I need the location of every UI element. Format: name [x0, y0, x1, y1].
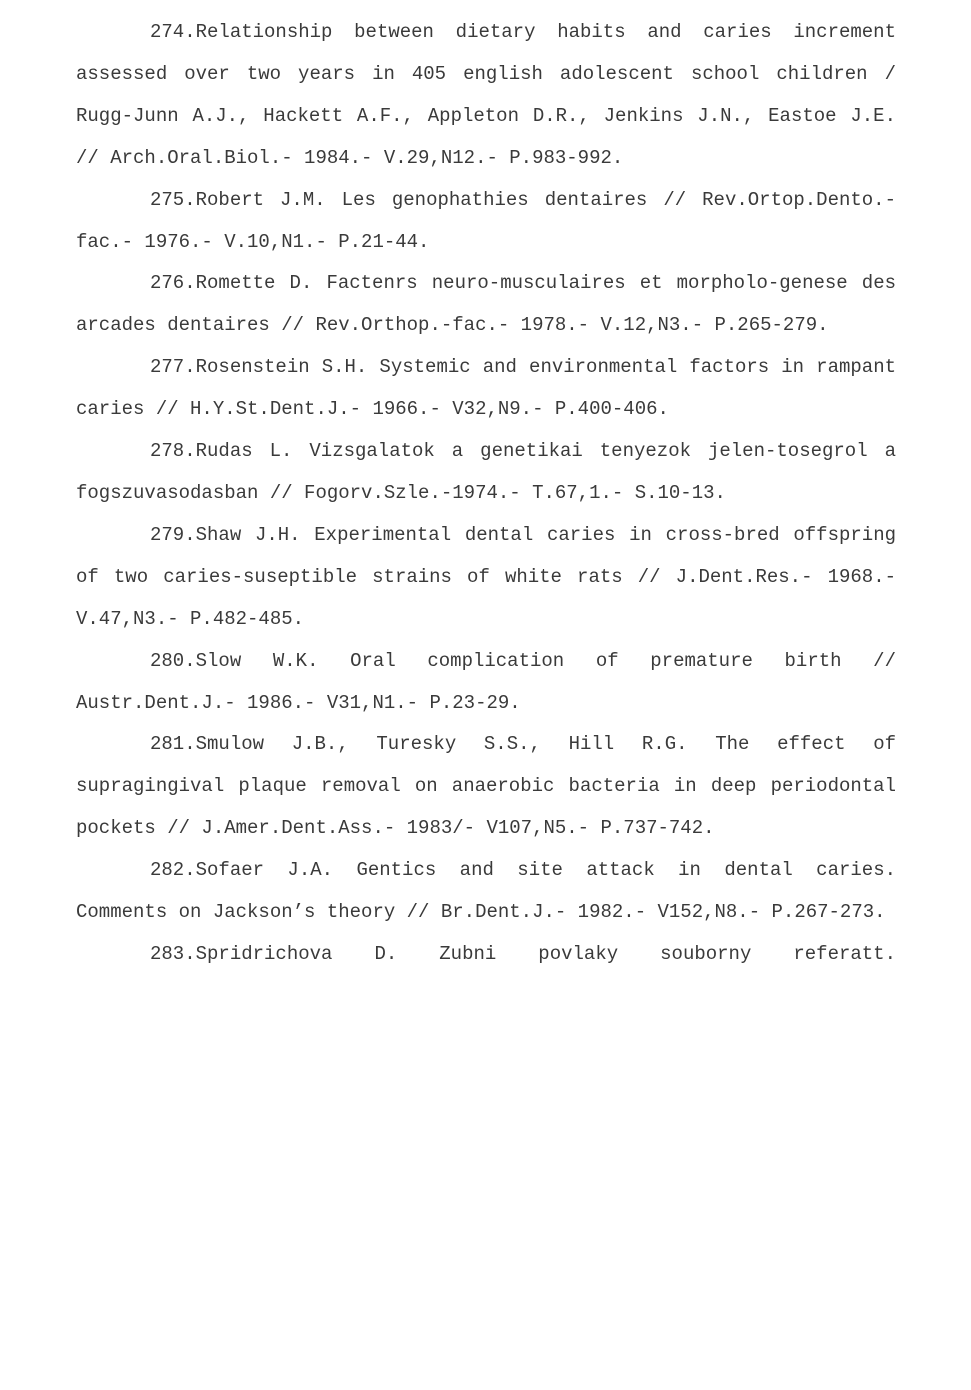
reference-entry-276: 276.Romette D. Factenrs neuro-musculaires et morpholo-genese des arcades dentaires // Rev.Orthop.-fac.- 1978.- V.12,N3.- P.265-279. — [76, 272, 896, 337]
reference-entry-275: 275.Robert J.M. Les genophathies dentaires // Rev.Ortop.Dento.-fac.- 1976.- V.10,N1.- P.21-44. — [76, 188, 896, 253]
reference-entry-283: 283.Spridrichova D. Zubni povlaky souborny referatt. — [150, 942, 896, 965]
reference-entry-281: 281.Smulow J.B., Turesky S.S., Hill R.G. The effect of supragingival plaque removal on anaerobic bacteria in deep periodontal pockets // J.Amer.Dent.Ass.- 1983/- V107,N5.- P.737-742. — [76, 733, 896, 840]
reference-entry-278: 278.Rudas L. Vizsgalatok a genetikai tenyezok jelen-tosegrol a fogszuvasodasban // Fogorv.Szle.-1974.- T.67,1.- S.10-13. — [76, 440, 896, 504]
reference-list — [76, 12, 896, 976]
reference-entry-282: 282.Sofaer J.A. Gentics and site attack in dental caries. Comments on Jackson’s theory // Br.Dent.J.- 1982.- V152,N8.- P.267-273. — [76, 859, 896, 924]
reference-entry-277: 277.Rosenstein S.H. Systemic and environmental factors in rampant caries // H.Y.St.Dent.J.- 1966.- V32,N9.- P.400-406. — [76, 356, 896, 421]
reference-entry-280: 280.Slow W.K. Oral complication of premature birth // Austr.Dent.J.- 1986.- V31,N1.- P.23-29. — [76, 649, 896, 714]
reference-entry-279: 279.Shaw J.H. Experimental dental caries in cross-bred offspring of two caries-suseptible strains of white rats // J.Dent.Res.- 1968.- V.47,N3.- P.482-485. — [76, 523, 896, 630]
reference-entry-274: 274.Relationship between dietary habits and caries increment assessed over two years in 405 english adolescent school children / Rugg-Junn A.J., Hackett A.F., Appleton D.R., Jenkins J.N., Eastoe J.E. // Arch.Oral.Biol.- 1984.- V.29,N12.- P.983-992. — [76, 21, 896, 169]
